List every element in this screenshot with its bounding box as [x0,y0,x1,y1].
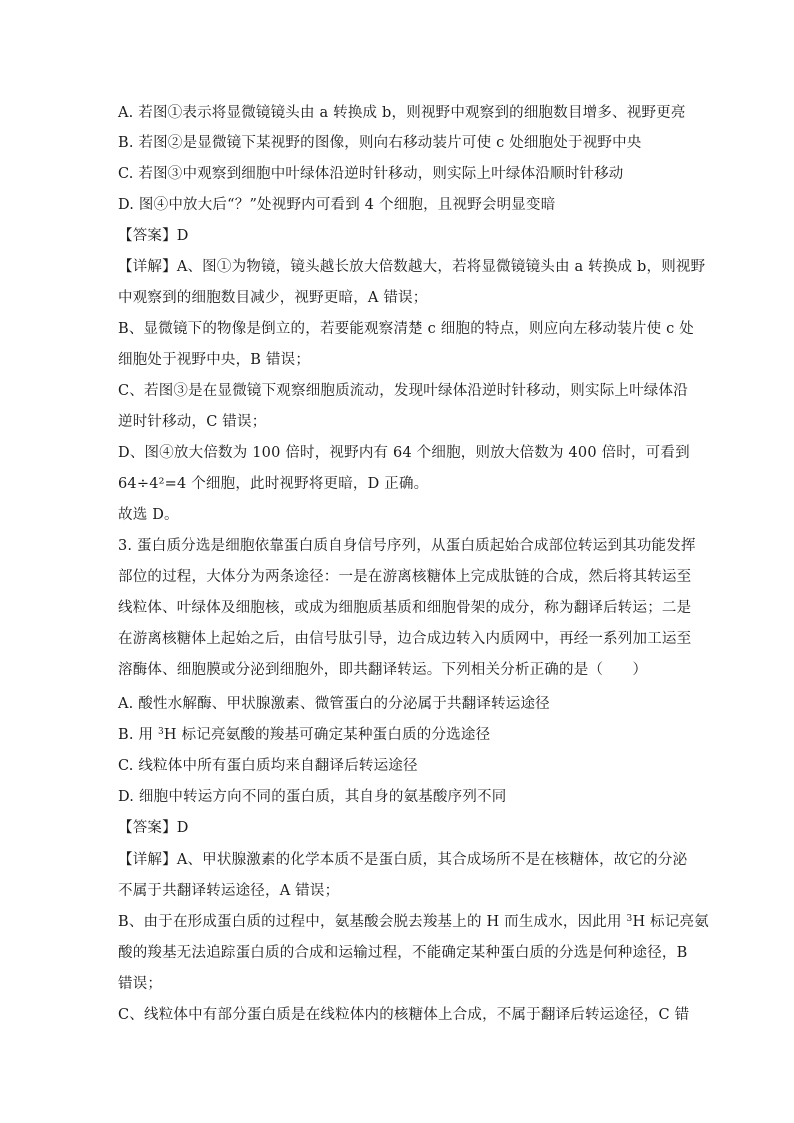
q3-option-c: C. 线粒体中所有蛋白质均来自翻译后转运途径 [118,758,418,774]
q3-analysis-line-1: 【详解】A、甲状腺激素的化学本质不是蛋白质，其合成场所不是在核糖体，故它的分泌 [118,852,688,868]
q3-stem-line-2: 部位的过程，大体分为两条途径：一是在游离核糖体上完成肽链的合成，然后将其转运至 [118,569,692,585]
q3-analysis-line-2: 不属于共翻译转运途径，A 错误； [118,883,340,899]
q2-option-c: C. 若图③中观察到细胞中叶绿体沿逆时针移动，则实际上叶绿体沿顺时针移动 [118,166,624,182]
q2-analysis-line-5: C、若图③是在显微镜下观察细胞质流动，发现叶绿体沿逆时针移动，则实际上叶绿体沿 [118,383,688,399]
q3-analysis-line-3: B、由于在形成蛋白质的过程中，氨基酸会脱去羧基上的 H 而生成水，因此用 $^3$H 标记亮氨 [118,914,709,930]
q3-analysis-line-5: 错误； [118,976,163,992]
q3-answer: 【答案】D [118,820,189,836]
q3-stem-line-4: 在游离核糖体上起始之后，由信号肽引导，边合成边转入内质网中，再经一系列加工运至 [118,631,692,647]
q2-analysis-label: 【详解】 [118,259,177,275]
q3-stem-line-1: 3. 蛋白质分选是细胞依靠蛋白质自身信号序列，从蛋白质起始合成部位转运到其功能发挥 [118,538,696,554]
q2-analysis-line-3: B、显微镜下的物像是倒立的，若要能观察清楚 c 细胞的特点，则应向左移动装片使 c 处 [118,321,694,337]
q3-analysis-line-4: 酸的羧基无法追踪蛋白质的合成和运输过程，不能确定某种蛋白质的分选是何种途径，B [118,945,688,961]
q2-analysis-line-1: 【详解】A、图①为物镜，镜头越长放大倍数越大，若将显微镜镜头由 a 转换成 b，则视野 [118,259,706,275]
q2-analysis-line-6: 逆时针移动，C 错误； [118,414,267,430]
q2-option-d: D. 图④中放大后“？”处视野内可看到 4 个细胞，且视野会明显变暗 [118,197,556,213]
q2-analysis-line-7: D、图④放大倍数为 100 倍时，视野内有 64 个细胞，则放大倍数为 400 倍时，可看到 [118,445,690,461]
q3-stem-line-3: 线粒体、叶绿体及细胞核，或成为细胞质基质和细胞骨架的成分，称为翻译后转运；二是 [118,600,692,616]
q2-option-b: B. 若图②是显微镜下某视野的图像，则向右移动装片可使 c 处细胞处于视野中央 [118,135,642,151]
q3-stem-line-5: 溶酶体、细胞膜或分泌到细胞外，即共翻译转运。下列相关分析正确的是（ ） [118,662,648,678]
q3-analysis-line-6: C、线粒体中有部分蛋白质是在线粒体内的核糖体上合成，不属于翻译后转运途径，C 错 [118,1007,690,1023]
q2-analysis-line-8: 64÷4²=4 个细胞，此时视野将更暗，D 正确。 [118,476,429,492]
q2-analysis-line-2: 中观察到的细胞数目减少，视野更暗，A 错误； [118,290,428,306]
q3-option-b: B. 用 $^3$H 标记亮氨酸的羧基可确定某种蛋白质的分选途径 [118,727,491,743]
q3-option-d: D. 细胞中转运方向不同的蛋白质，其自身的氨基酸序列不同 [118,789,507,805]
q3-analysis-label: 【详解】 [118,852,177,868]
q3-option-a: A. 酸性水解酶、甲状腺激素、微管蛋白的分泌属于共翻译转运途径 [118,696,550,712]
q2-analysis-line-4: 细胞处于视野中央，B 错误； [118,352,311,368]
q2-answer: 【答案】D [118,228,189,244]
q2-conclusion: 故选 D。 [118,507,179,523]
q2-option-a: A. 若图①表示将显微镜镜头由 a 转换成 b，则视野中观察到的细胞数目增多、视野更亮 [118,105,686,121]
